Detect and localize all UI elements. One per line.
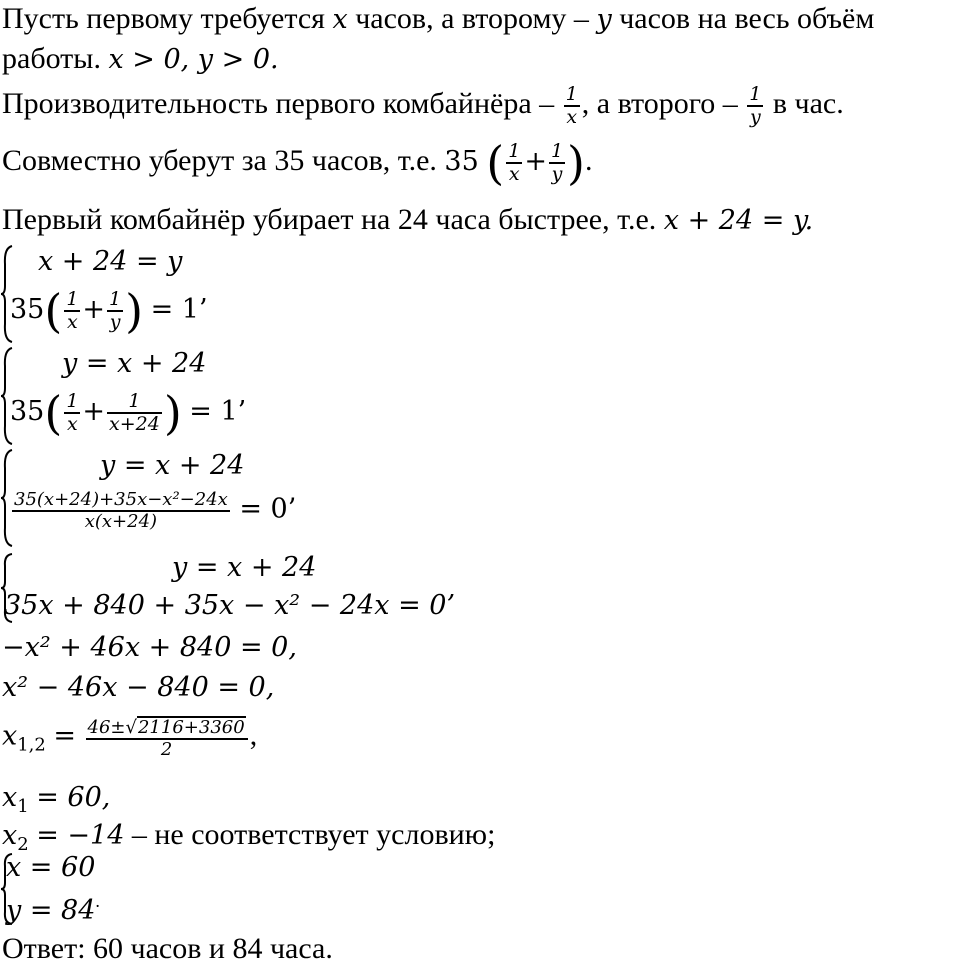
fraction-1-over-x-plus-24 [107,391,162,435]
denominator: y [749,105,761,128]
paren-open: ( [44,284,63,338]
plus: + [82,395,106,427]
text: часов, а второму – [355,2,589,35]
system-row: 35x + 840 + 35x − x² − 24x = 0’ [4,590,456,621]
equation-system-4 [0,552,520,624]
system-row: x + 24 = y [38,246,183,277]
denominator: x [67,413,78,435]
denominator: x+24 [109,413,160,435]
text: Первый комбайнёр убирает на 24 часа быстрее, т.е. [2,203,657,236]
answer: Ответ: 60 часов и 84 часа. [2,932,333,965]
number: 35 [444,145,479,177]
number: 35 [10,293,45,325]
text-line-5 [2,205,813,235]
system-row: x = 60 [6,852,96,883]
text: , [249,718,258,752]
denominator: y [109,311,121,333]
system-row: y = x + 24 [62,348,207,379]
number: 35 [10,395,45,427]
text: работы. [2,42,101,75]
variable: x [2,782,18,813]
fraction-1-over-x [64,289,80,333]
equation: x + 24 = y. [663,205,814,236]
numerator: 1 [66,390,79,413]
var-y: y [596,4,612,35]
numerator [86,716,248,740]
denominator: 2 [160,738,173,760]
equation-system-2 [0,346,400,446]
radicand: 2116+3360 [137,717,245,738]
fraction-1-over-x [564,84,580,128]
numerator: 1 [565,83,578,105]
var-x: x [332,4,348,35]
system-row: y = x + 24 [172,552,317,583]
system-row [6,892,100,925]
equation-line: −x² + 46x + 840 = 0, [2,632,297,663]
fraction-1-over-x [64,391,80,435]
paren-close: ) [163,386,182,440]
value: = 60, [36,782,111,813]
solution-system [0,852,200,926]
value: y = 84 [6,895,96,926]
rational-expression [12,490,230,532]
equation-line: x² − 46x − 840 = 0, [2,672,275,703]
plus: + [524,145,547,177]
equals-one: = 1’ [189,395,247,427]
variable: x [2,820,18,851]
condition: x > 0, y > 0. [108,44,279,75]
fraction-1-over-y [549,141,565,185]
system-row [10,284,208,338]
paren-close: ) [125,284,144,338]
system-row [12,490,296,532]
text-line-1 [2,4,874,34]
sqrt-icon: √ [125,717,137,738]
numerator: 35(x+24)+35x−x²−24x [14,489,228,510]
text: . [585,143,593,177]
text: Пусть первому требуется [2,2,325,35]
numerator-prefix: 46± [87,717,126,738]
denominator: x [67,311,78,333]
text-line-3 [2,84,844,128]
equation-system-3 [0,448,420,548]
value: = −14 [36,820,125,851]
system-row [10,386,247,440]
numerator: 1 [749,83,762,105]
roots-formula [2,716,257,760]
denominator: x [566,105,578,128]
fraction-1-over-y [747,84,763,128]
text-line-2 [2,44,279,74]
subscript: 1 [17,796,29,817]
fraction-1-over-y [107,289,123,333]
numerator: 1 [107,391,162,414]
subscript: 1,2 [17,734,46,756]
fraction-1-over-x [506,141,522,185]
denominator: x(x+24) [84,510,158,532]
equation-system-1 [0,244,400,344]
text-line-4 [2,136,593,190]
paren-close: ) [567,136,585,190]
system-row: y = x + 24 [100,450,245,481]
text: Производительность первого комбайнёра – [2,86,555,120]
denominator: y [551,163,563,185]
paren-open: ( [486,136,505,190]
text: в час. [772,86,844,120]
text: – не соответствует условию; [131,818,496,851]
numerator: 1 [66,288,79,311]
text: Совместно уберут за 35 часов, т.е. [2,143,437,177]
variable: x [2,720,18,752]
plus: + [82,293,106,325]
quadratic-fraction [86,716,248,760]
numerator: 1 [550,140,564,163]
root-1 [2,782,110,816]
numerator: 1 [109,288,122,311]
denominator: x [508,163,520,185]
paren-open: ( [44,386,63,440]
equals-zero: = 0’ [239,493,297,525]
equals: = [53,720,76,752]
text: , а второго – [581,86,738,120]
root-2 [2,820,495,854]
subscript: 2 [17,834,29,855]
text: часов на весь объём [619,2,875,35]
equals-one: = 1’ [150,293,208,325]
text: . [95,891,100,911]
numerator: 1 [508,140,521,163]
